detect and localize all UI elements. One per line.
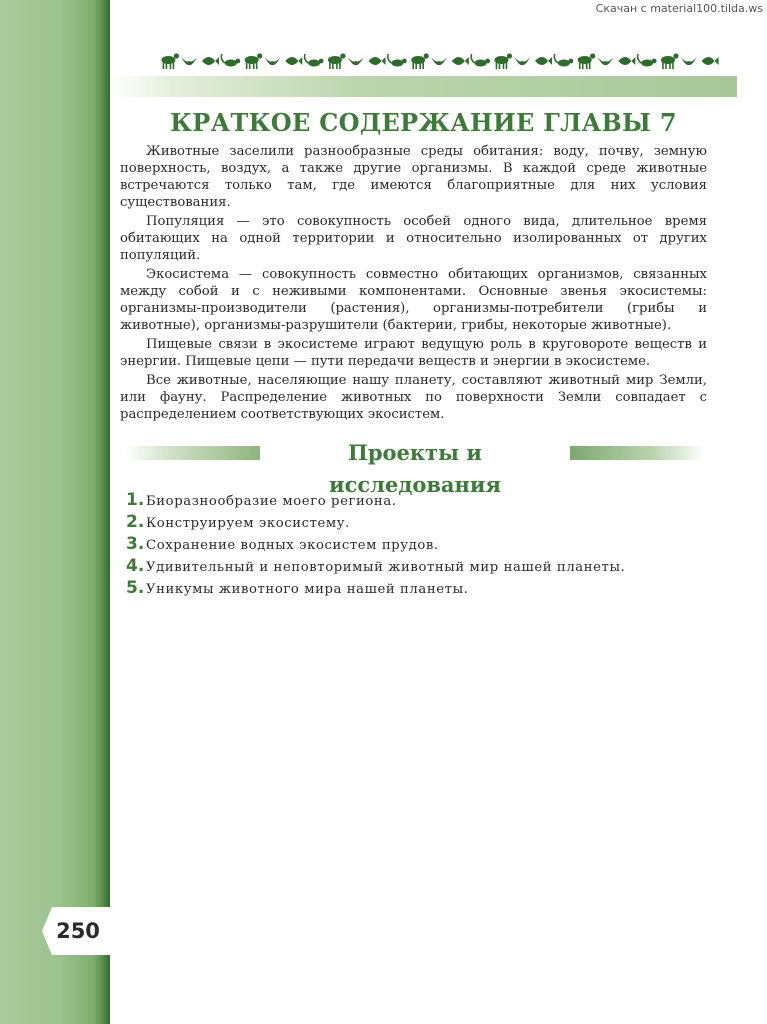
animal-silhouettes-icon	[158, 50, 720, 72]
page-number: 250	[56, 919, 100, 943]
section-bar-right	[570, 446, 705, 460]
animal-silhouette-icon	[202, 57, 219, 65]
project-text: Уникумы животного мира нашей планеты.	[146, 582, 469, 597]
project-item	[126, 534, 706, 556]
animal-silhouette-icon	[702, 57, 719, 65]
animal-silhouette-icon	[452, 57, 469, 65]
animal-silhouette-icon	[264, 57, 280, 65]
animal-silhouette-icon	[431, 57, 447, 65]
chapter-title: КРАТКОЕ СОДЕРЖАНИЕ ГЛАВЫ 7	[170, 108, 677, 137]
animal-silhouette-icon	[598, 57, 614, 65]
chapter-summary	[120, 143, 707, 425]
animal-silhouette-icon	[305, 54, 324, 67]
project-item	[126, 578, 706, 600]
animal-silhouette-icon	[638, 54, 657, 67]
header-bar	[110, 76, 737, 97]
sidebar-stripe	[0, 0, 110, 1024]
project-item	[126, 556, 706, 578]
animal-silhouette-icon	[471, 54, 490, 67]
animal-silhouette-icon	[578, 53, 596, 69]
summary-paragraph: Экосистема — совокупность совместно обитающих организмов, связанных между собой и с неживыми компонентами. Основные звенья экосистемы: организмы-производители (растения), организмы-потребители (грибы и животные), организмы-разрушители (бактерии, грибы, некоторые животные).	[120, 267, 707, 333]
summary-paragraph: Популяция — это совокупность особей одного вида, длительное время обитающих на одной территории и относительно изолированных от других популяций.	[120, 214, 707, 263]
animal-silhouette-icon	[661, 53, 679, 69]
summary-paragraph: Пищевые связи в экосистеме играют ведущую роль в круговороте веществ и энергии. Пищевые цепи — пути передачи веществ и энергии в экосистеме.	[120, 337, 707, 369]
project-number: 5.	[126, 578, 145, 598]
animal-silhouette-icon	[388, 54, 407, 67]
animal-silhouette-icon	[411, 53, 429, 69]
summary-paragraph: Все животные, населяющие нашу планету, составляют животный мир Земли, или фауну. Распределение животных по поверхности Земли совпадает с распределением соответствующих экосистем.	[120, 373, 707, 422]
page-number-tab	[42, 907, 110, 955]
animal-silhouette-icon	[245, 53, 263, 69]
project-text: Конструируем экосистему.	[146, 516, 350, 531]
project-number: 1.	[126, 490, 145, 510]
section-header	[125, 437, 705, 497]
animal-silhouette-icon	[285, 57, 302, 65]
section-bar-left	[125, 446, 260, 460]
animal-silhouette-icon	[554, 54, 573, 67]
animal-silhouette-icon	[494, 53, 512, 69]
animal-silhouette-icon	[618, 57, 635, 65]
animal-silhouette-icon	[514, 57, 530, 65]
project-item	[126, 512, 706, 534]
animal-silhouette-icon	[348, 57, 364, 65]
project-number: 4.	[126, 556, 145, 576]
watermark: Скачан с material100.tilda.ws	[595, 2, 763, 15]
animal-silhouette-icon	[681, 57, 697, 65]
animal-silhouette-icon	[161, 53, 179, 69]
project-item	[126, 490, 706, 512]
animal-silhouette-icon	[535, 57, 552, 65]
animal-silhouette-icon	[221, 54, 240, 67]
animal-silhouette-icon	[328, 53, 346, 69]
project-text: Сохранение водных экосистем прудов.	[146, 538, 439, 553]
summary-paragraph: Животные заселили разнообразные среды обитания: воду, почву, земную поверхность, воздух, а также другие организмы. В каждой среде животные встречаются только там, где имеются благоприятные для них условия существования.	[120, 144, 707, 210]
project-number: 2.	[126, 512, 145, 532]
project-text: Биоразнообразие моего региона.	[146, 494, 397, 509]
project-number: 3.	[126, 534, 145, 554]
section-title: Проекты и исследования	[329, 440, 501, 497]
project-text: Удивительный и неповторимый животный мир нашей планеты.	[146, 560, 626, 575]
animal-silhouette-icon	[181, 57, 197, 65]
animal-silhouette-icon	[369, 57, 386, 65]
projects-list	[126, 490, 706, 600]
